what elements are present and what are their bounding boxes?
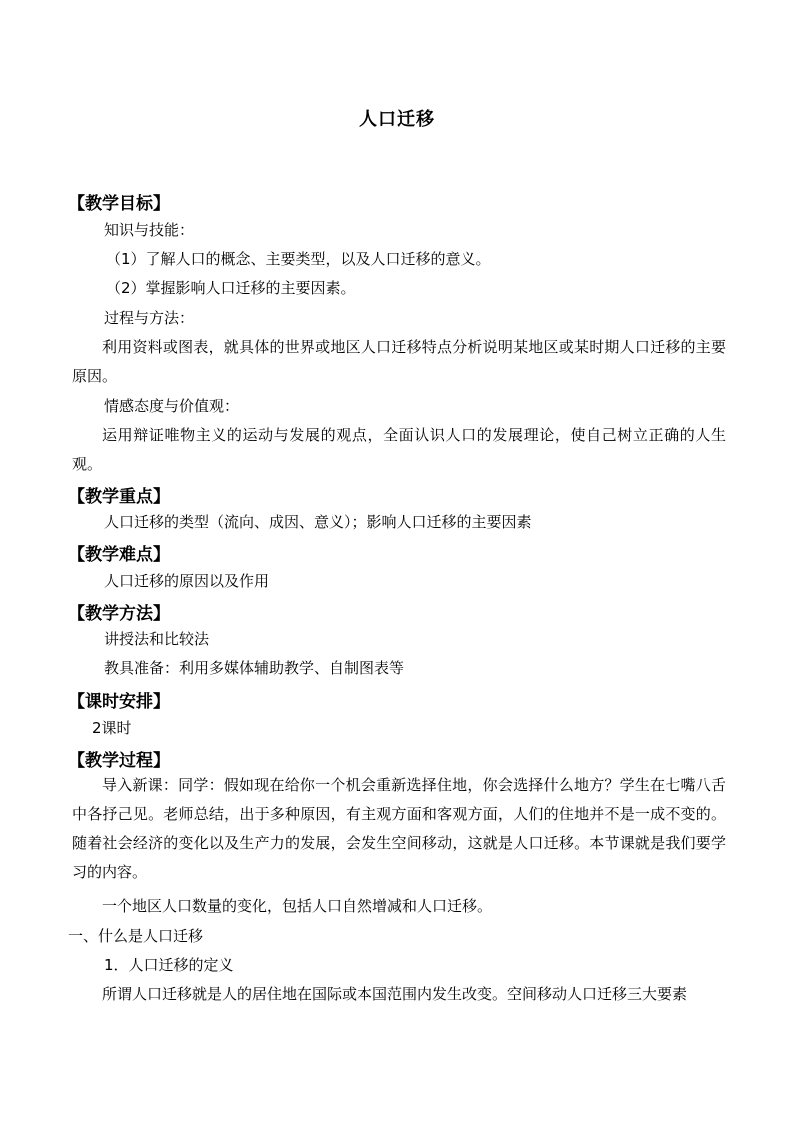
population-change-paragraph: 一个地区人口数量的变化，包括人口自然增减和人口迁移。 [102,897,493,915]
heading-key-points: 【教学重点】 [68,487,170,507]
knowledge-item-2: （2）掌握影响人口迁移的主要因素。 [106,279,356,297]
heading-methods: 【教学方法】 [68,604,170,624]
section-one-heading: 一、什么是人口迁移 [68,927,204,945]
teaching-tools-text: 教具准备：利用多媒体辅助教学、自制图表等 [104,659,405,677]
difficulties-text: 人口迁移的原因以及作用 [104,572,270,590]
heading-schedule: 【课时安排】 [68,692,170,712]
subsection-definition-heading: 1．人口迁移的定义 [104,956,234,974]
process-method-label: 过程与方法： [104,309,195,327]
intro-paragraph: 导入新课：同学：假如现在给你一个机会重新选择住地，你会选择什么地方？学生在七嘴八舌中各抒己见。老师总结，出于多种原因，有主观方面和客观方面，人们的住地并不是一成不变的。随着社会经济的变化以及生产力的发展，会发生空间移动，这就是人口迁移。本节课就是我们要学习的内容。 [72,776,726,881]
emotion-values-text: 运用辩证唯物主义的运动与发展的观点，全面认识人口的发展理论，使自己树立正确的人生观。 [72,426,726,473]
key-points-text: 人口迁移的类型（流向、成因、意义）；影响人口迁移的主要因素 [104,513,532,531]
methods-text: 讲授法和比较法 [104,630,210,648]
knowledge-skills-label: 知识与技能： [104,221,195,239]
page-title: 人口迁移 [359,109,435,130]
heading-teaching-process: 【教学过程】 [68,751,170,771]
definition-paragraph: 所谓人口迁移就是人的居住地在国际或本国范围内发生改变。空间移动人口迁移三大要素 [102,985,688,1003]
knowledge-item-1: （1）了解人口的概念、主要类型，以及人口迁移的意义。 [106,250,491,268]
heading-difficulties: 【教学难点】 [68,545,170,565]
schedule-text: 2课时 [92,719,132,737]
process-method-text: 利用资料或图表，就具体的世界或地区人口迁移特点分析说明某地区或某时期人口迁移的主要原因。 [72,338,726,385]
heading-teaching-goals: 【教学目标】 [68,194,170,214]
emotion-values-label: 情感态度与价值观： [104,397,240,415]
